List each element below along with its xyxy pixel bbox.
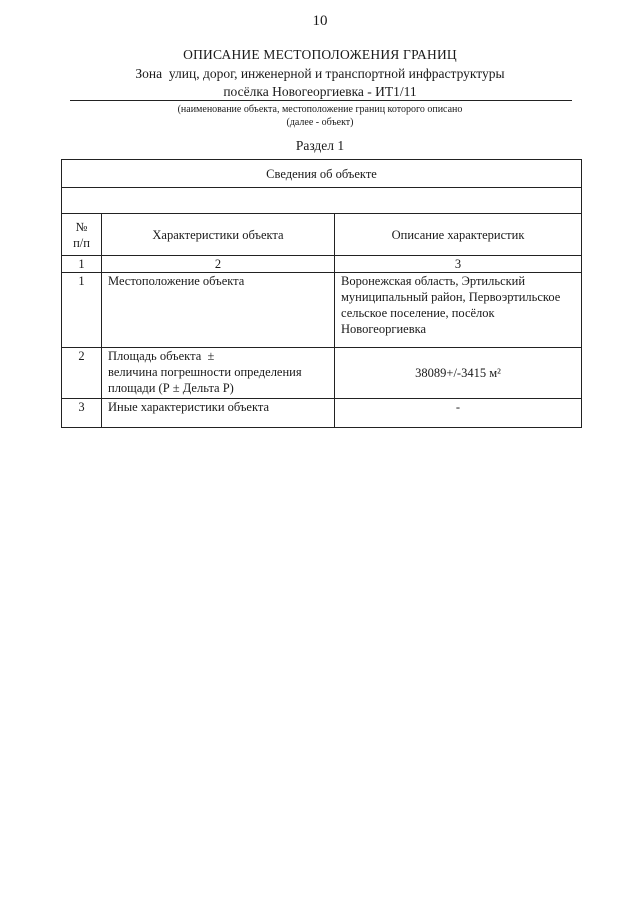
header-description: Описание характеристик <box>335 214 582 256</box>
object-note-line-1: (наименование объекта, местоположение границ которого описано <box>177 104 463 115</box>
row-number: 3 <box>62 399 102 428</box>
row-description: 38089+/-3415 м² <box>335 348 582 399</box>
row-description: Воронежская область, Эртильский муниципальный район, Первоэртильское сельское поселение, посёлок Новогеоргиевка <box>335 273 582 348</box>
table-caption: Сведения об объекте <box>62 160 582 188</box>
table-blank-row <box>62 188 582 214</box>
row-characteristic: Местоположение объекта <box>102 273 335 348</box>
row-description: - <box>335 399 582 428</box>
column-number-row <box>62 256 582 273</box>
header-characteristic: Характеристики объекта <box>102 214 335 256</box>
page-number: 10 <box>312 13 328 29</box>
row-number: 2 <box>62 348 102 399</box>
document-title: ОПИСАНИЕ МЕСТОПОЛОЖЕНИЯ ГРАНИЦ <box>183 47 457 62</box>
column-number-2: 2 <box>102 256 335 273</box>
table-row <box>62 399 582 428</box>
object-info-table <box>61 159 582 428</box>
column-number-1: 1 <box>62 256 102 273</box>
header-number-sign: № <box>75 219 88 234</box>
table-header-row <box>62 214 582 256</box>
header-number <box>62 214 102 256</box>
section-title: Раздел 1 <box>295 138 345 153</box>
row-number: 1 <box>62 273 102 348</box>
row-characteristic <box>102 348 335 399</box>
table-row <box>62 273 582 348</box>
header-number-abbrev: п/п <box>73 235 90 250</box>
object-name-underline <box>70 100 572 101</box>
object-name-line-1: Зона улиц, дорог, инженерной и транспортной инфраструктуры <box>135 66 505 81</box>
row-characteristic-line-1: Площадь объекта ± <box>108 349 215 363</box>
row-characteristic: Иные характеристики объекта <box>102 399 335 428</box>
column-number-3: 3 <box>335 256 582 273</box>
table-row <box>62 348 582 399</box>
row-characteristic-line-2: величина погрешности определения площади (Р ± Дельта Р) <box>108 365 302 395</box>
object-note-line-2: (далее - объект) <box>286 117 354 128</box>
object-name-line-2: посёлка Новогеоргиевка - ИТ1/11 <box>223 84 417 99</box>
